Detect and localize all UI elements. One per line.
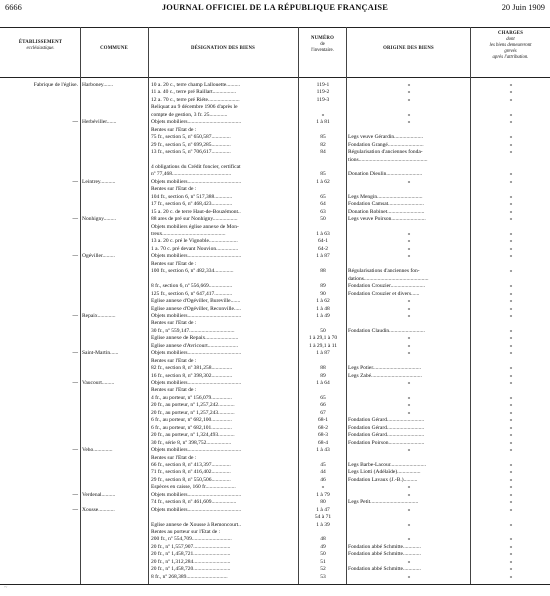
row-origine: » bbox=[407, 350, 411, 357]
row-numero: 1 à 87 bbox=[316, 350, 330, 357]
row-origine: Fondation Poirson.......................... bbox=[348, 439, 425, 446]
row-numero: 50 bbox=[320, 216, 326, 223]
row-numero: 85 bbox=[320, 134, 326, 141]
page-number: 6666 bbox=[5, 3, 22, 12]
row-commune: Saint-Martin...... bbox=[82, 350, 119, 357]
row-designation: 13 fr., section 5, nº 706,617.............. bbox=[151, 149, 231, 156]
row-charges: » bbox=[509, 96, 513, 103]
row-origine: » bbox=[407, 335, 411, 342]
row-numero: 1 à 63 bbox=[316, 231, 330, 237]
row-charges: » bbox=[509, 432, 513, 439]
row-designation: Objets mobiliers....................................... bbox=[151, 350, 242, 357]
row-charges: » bbox=[509, 134, 513, 141]
row-charges: » bbox=[509, 208, 513, 215]
row-designation: Rentes sur l'Etat de : bbox=[151, 186, 197, 193]
row-origine: » bbox=[407, 96, 411, 103]
row-charges: » bbox=[509, 193, 513, 200]
row-designation: Objets mobiliers....................................... bbox=[151, 447, 242, 454]
row-designation: Eglise annexe d'Ogéviller, Bureville....... bbox=[151, 298, 241, 305]
row-designation: 17 fr., section 6, nº 468,423............... bbox=[151, 201, 233, 208]
column-header-designation: DÉSIGNATION DES BIENS bbox=[190, 46, 256, 51]
row-charges: » bbox=[509, 424, 513, 431]
row-origine: Fondation Camsat.......................... bbox=[348, 201, 424, 208]
row-designation: Espèces en caisse, 160 fr...................... bbox=[151, 484, 236, 491]
row-etablissement: — bbox=[72, 178, 78, 185]
row-origine: » bbox=[407, 484, 411, 491]
row-origine: » bbox=[407, 342, 411, 349]
row-charges: » bbox=[509, 290, 513, 297]
row-numero: 64-1 bbox=[317, 238, 329, 245]
row-charges: » bbox=[509, 305, 513, 312]
row-origine: Fondation Gérard........................... bbox=[348, 424, 425, 431]
row-designation: nº 77,468........................................... bbox=[151, 171, 232, 178]
row-charges: » bbox=[509, 491, 513, 498]
row-designation: 1 a. 70 c. pré devant Nouvion................ bbox=[151, 245, 239, 252]
row-designation: 10 a. 20 c., terre champ Lallouette.......... bbox=[151, 82, 241, 88]
row-origine: Fondation abbé Schmitte............. bbox=[348, 543, 421, 550]
row-charges: » bbox=[509, 566, 513, 573]
row-origine: Donation Robinet........................... bbox=[348, 208, 425, 215]
row-etablissement: — bbox=[72, 506, 78, 513]
row-numero: 64 bbox=[320, 201, 326, 208]
row-origine: Legs Mengin................................. bbox=[348, 193, 423, 200]
row-designation: Objets mobiliers....................................... bbox=[151, 253, 242, 260]
row-designation: 200 fr., nº 554,709............................. bbox=[151, 536, 232, 543]
row-numero: 1 à 62 bbox=[316, 298, 330, 305]
row-origine: » bbox=[407, 558, 411, 565]
row-charges: » bbox=[509, 89, 513, 96]
row-designation: 66 fr., section 8, nº 413,397.............. bbox=[151, 461, 231, 468]
row-numero: 88 bbox=[320, 365, 326, 372]
row-charges: » bbox=[509, 149, 513, 156]
row-numero: 1 à 87 bbox=[316, 253, 330, 260]
row-numero: 1 à 48 bbox=[316, 305, 330, 312]
row-charges: » bbox=[509, 469, 513, 476]
row-etablissement: — bbox=[72, 491, 78, 498]
row-charges: » bbox=[509, 335, 513, 342]
row-origine: Legs Barbe-Lacour.......................... bbox=[348, 461, 427, 468]
row-designation: 6 fr., au porteur, nº 682,101............... bbox=[151, 424, 232, 431]
row-charges: » bbox=[509, 141, 513, 148]
row-origine: » bbox=[407, 178, 411, 185]
row-charges: » bbox=[509, 499, 513, 506]
row-numero: 68-4 bbox=[317, 439, 329, 446]
row-numero: 66 bbox=[320, 402, 326, 409]
row-origine: Fondation abbé Schmitte............. bbox=[348, 566, 421, 573]
row-numero: 65 bbox=[320, 394, 326, 401]
row-designation: Eglise annexe d'Ogéviller, Reconville..... bbox=[151, 305, 241, 312]
row-origine: » bbox=[407, 298, 411, 305]
row-charges: » bbox=[509, 365, 513, 372]
row-numero: 1 à 79 bbox=[316, 491, 330, 498]
row-designation: 74 fr., section 8, nº 461,609.................. bbox=[151, 499, 237, 506]
table-bottom-rule bbox=[0, 584, 550, 585]
row-etablissement: — bbox=[72, 380, 78, 386]
row-origine: Fondation Crouzier......................... bbox=[348, 283, 425, 290]
row-designation: 20 fr., nº 1,312,284........................... bbox=[151, 558, 231, 565]
row-numero: 46 bbox=[320, 476, 326, 483]
row-commune: Vaucourt......... bbox=[82, 380, 115, 386]
row-numero: 45 bbox=[320, 461, 326, 468]
row-numero: 119-3 bbox=[316, 96, 330, 103]
row-designation: Reliquat au 9 décembre 1906 d'après le bbox=[151, 104, 238, 111]
row-origine: » bbox=[407, 89, 411, 96]
row-designation: 20 fr., au porteur, nº 1,257,242............ bbox=[151, 402, 235, 409]
row-numero: 89 bbox=[320, 283, 326, 290]
row-numero: 63 bbox=[320, 208, 326, 215]
row-origine: Legs Potier................................... bbox=[348, 365, 422, 372]
row-origine: » bbox=[407, 536, 411, 543]
column-header-etablissement: ÉTABLISSEMENT ecclésiastique. bbox=[18, 40, 63, 52]
row-charges: » bbox=[509, 119, 513, 126]
row-designation: Rentes sur l'Etat de : bbox=[151, 454, 197, 461]
row-origine: » bbox=[407, 506, 411, 513]
row-numero: 1 à 64 bbox=[316, 380, 330, 386]
row-origine: Legs Liotti (Adélaïde)................. bbox=[348, 469, 421, 476]
row-commune: Ogéviller......... bbox=[82, 253, 115, 260]
row-origine: » bbox=[407, 573, 411, 580]
row-origine: Fondation abbé Schmitte............. bbox=[348, 551, 421, 558]
row-designation: Rentes sur l'Etat de : bbox=[151, 357, 197, 364]
row-designation: 11 a. 40 c., terre pré Raillart................. bbox=[151, 89, 237, 96]
row-commune: Herbéviller....... bbox=[82, 119, 117, 126]
row-numero: 52 bbox=[320, 566, 326, 573]
row-charges: » bbox=[509, 417, 513, 424]
row-origine: Régularisation d'anciennes fonda- bbox=[348, 149, 423, 156]
row-numero: 50 bbox=[320, 327, 326, 334]
row-numero: 68-2 bbox=[317, 424, 329, 431]
row-origine: Régularisations d'anciennes fon- bbox=[348, 268, 420, 275]
row-designation: Rentes au porteur sur l'Etat de : bbox=[151, 529, 221, 535]
row-numero: 48 bbox=[320, 536, 326, 543]
row-designation: Rentes sur l'Etat de : bbox=[151, 387, 197, 394]
column-header-origine: ORIGINE DES BIENS bbox=[383, 46, 434, 51]
row-origine: » bbox=[407, 238, 411, 245]
row-designation: Eglise annexe de Repaix........................ bbox=[151, 335, 239, 342]
column-divider-1 bbox=[80, 27, 81, 584]
row-charges: » bbox=[509, 82, 513, 88]
row-numero: 68-1 bbox=[317, 417, 329, 424]
row-origine: Fondation Crouzier et divers...... bbox=[348, 290, 420, 297]
row-designation: 12 a. 70 c., terre pré Riéte....................... bbox=[151, 96, 240, 103]
row-charges: » bbox=[509, 380, 513, 386]
row-charges: » bbox=[509, 551, 513, 558]
row-commune: Nonhigny......... bbox=[82, 216, 117, 223]
row-designation: 20 fr., au porteur, nº 1,324,493............ bbox=[151, 432, 235, 439]
row-charges: » bbox=[509, 178, 513, 185]
row-designation: 20 fr., au porteur, nº 1,257,243............ bbox=[151, 409, 235, 416]
row-designation: 30 fr., série 8, nº 398,752.................. bbox=[151, 439, 232, 446]
row-origine: » bbox=[407, 231, 411, 237]
row-numero: 51 bbox=[320, 558, 326, 565]
row-numero: 50 bbox=[320, 551, 326, 558]
row-origine: » bbox=[407, 447, 411, 454]
row-charges: » bbox=[509, 201, 513, 208]
row-charges: » bbox=[509, 216, 513, 223]
row-charges: » bbox=[509, 253, 513, 260]
row-designation: 104 fr., section 6, nº 517,388............. bbox=[151, 193, 233, 200]
row-designation: 71 fr., section 8, nº 416,402.............. bbox=[151, 469, 231, 476]
row-origine: Donation Dieulin.......................... bbox=[348, 171, 423, 178]
row-origine: » bbox=[407, 380, 411, 386]
row-numero: 49 bbox=[320, 543, 326, 550]
row-charges: » bbox=[509, 231, 513, 237]
row-numero: 1 à 29,1 à 11 bbox=[308, 342, 338, 349]
row-designation: Eglise annexe de Xousse à Remoncourt.. bbox=[151, 521, 241, 528]
row-origine: dations............................................... bbox=[348, 275, 429, 282]
row-etablissement: — bbox=[72, 447, 78, 454]
row-numero: 90 bbox=[320, 290, 326, 297]
row-numero: 53 bbox=[320, 573, 326, 580]
row-designation: Objets mobiliers....................................... bbox=[151, 380, 242, 386]
row-origine: Legs Petit................................... bbox=[348, 499, 419, 506]
row-origine: » bbox=[407, 312, 411, 319]
row-numero: 65 bbox=[320, 193, 326, 200]
row-designation: Objets mobiliers....................................... bbox=[151, 312, 242, 319]
row-charges: » bbox=[509, 298, 513, 305]
row-origine: » bbox=[407, 305, 411, 312]
row-origine: » bbox=[407, 394, 411, 401]
row-designation: Objets mobiliers église annexe de Mon- bbox=[151, 223, 239, 230]
row-origine: » bbox=[407, 402, 411, 409]
row-charges: » bbox=[509, 521, 513, 528]
row-numero: 88 bbox=[320, 268, 326, 275]
row-designation: treux.............................................. bbox=[151, 231, 226, 237]
row-commune: Veho.............. bbox=[82, 447, 113, 454]
row-charges: » bbox=[509, 268, 513, 275]
row-charges: » bbox=[509, 342, 513, 349]
column-divider-5 bbox=[470, 27, 471, 584]
row-numero: 85 bbox=[320, 171, 326, 178]
table-header-rule bbox=[0, 77, 550, 78]
row-etablissement: — bbox=[72, 312, 78, 319]
row-numero: 44 bbox=[320, 469, 326, 476]
row-charges: » bbox=[509, 238, 513, 245]
row-commune: Harboney....... bbox=[82, 82, 113, 88]
row-designation: Eglise annexe d'Avricourt...................... bbox=[151, 342, 239, 349]
row-commune: Xousse............ bbox=[82, 506, 115, 513]
row-numero: 64-2 bbox=[317, 245, 329, 252]
row-charges: » bbox=[509, 484, 513, 491]
journal-title: JOURNAL OFFICIEL DE LA RÉPUBLIQUE FRANÇAISE bbox=[161, 3, 389, 12]
row-numero: 84 bbox=[320, 149, 326, 156]
row-origine: » bbox=[407, 409, 411, 416]
row-origine: » bbox=[407, 253, 411, 260]
row-origine: Fondation Grangé.......................... bbox=[348, 141, 424, 148]
row-designation: compte de gestion, 3 fr. 25............. bbox=[151, 111, 228, 118]
row-charges: » bbox=[509, 558, 513, 565]
row-designation: 6 fr., au porteur, nº 682,100............... bbox=[151, 417, 232, 424]
row-etablissement: — bbox=[72, 350, 78, 357]
row-charges: » bbox=[509, 439, 513, 446]
row-designation: 29 fr., section 8, nº 550,506.............. bbox=[151, 476, 231, 483]
row-charges: » bbox=[509, 536, 513, 543]
row-numero: 67 bbox=[320, 409, 326, 416]
row-designation: 8 fr., nº 268,389.............................. bbox=[151, 573, 228, 580]
row-numero: 68-3 bbox=[317, 432, 329, 439]
row-origine: Fondation Gérard........................... bbox=[348, 432, 425, 439]
row-numero: 1 à 43 bbox=[316, 447, 330, 454]
row-etablissement: Fabrique de l'église. bbox=[33, 82, 78, 88]
row-etablissement: — bbox=[72, 216, 78, 223]
row-origine: Legs veuve Gérardin..................... bbox=[348, 134, 423, 141]
row-etablissement: — bbox=[72, 119, 78, 126]
column-header-commune: COMMUNE bbox=[100, 46, 128, 51]
row-charges: » bbox=[509, 543, 513, 550]
row-numero: » bbox=[321, 484, 325, 491]
row-charges: » bbox=[509, 573, 513, 580]
row-charges: » bbox=[509, 312, 513, 319]
row-charges: » bbox=[509, 476, 513, 483]
row-commune: Leintrey........... bbox=[82, 178, 116, 185]
row-charges: » bbox=[509, 245, 513, 252]
column-header-charges: CHARGES dont les biens demeureront grevés après l'attribution. bbox=[489, 31, 532, 61]
row-charges: » bbox=[509, 402, 513, 409]
row-designation: Rentes sur l'Etat de : bbox=[151, 126, 197, 133]
row-charges: » bbox=[509, 171, 513, 178]
row-origine: » bbox=[407, 82, 411, 88]
row-designation: 20 fr., nº 1,458,720........................... bbox=[151, 566, 231, 573]
row-charges: » bbox=[509, 409, 513, 416]
row-designation: Objets mobiliers....................................... bbox=[151, 491, 242, 498]
row-designation: Rentes sur l'Etat de : bbox=[151, 320, 197, 327]
row-origine: tions.................................................. bbox=[348, 156, 428, 163]
issue-date: 20 Juin 1909 bbox=[501, 3, 545, 12]
row-origine: Fondation Claudin.......................... bbox=[348, 327, 425, 334]
row-charges: » bbox=[509, 447, 513, 454]
row-designation: 4 fr., au porteur, nº 156,079............... bbox=[151, 394, 232, 401]
row-charges: » bbox=[509, 327, 513, 334]
row-origine: » bbox=[407, 119, 411, 126]
row-charges: » bbox=[509, 394, 513, 401]
row-designation: 16 fr., section 8, nº 398,302............... bbox=[151, 372, 233, 379]
row-origine: » bbox=[407, 111, 411, 118]
row-designation: 30 fr., nº 559,147................................. bbox=[151, 327, 235, 334]
row-numero: 82 bbox=[320, 141, 326, 148]
row-numero: 1 à 49 bbox=[316, 312, 330, 319]
row-designation: 13 a. 20 c. pré le Vignoble..................... bbox=[151, 238, 238, 245]
row-designation: 15 a. 20 c. de terre Haut-de-Bouzémont.. bbox=[151, 208, 241, 215]
row-numero: » bbox=[321, 111, 325, 118]
row-origine: Fondation Lavaux (J.-B.).......... bbox=[348, 476, 418, 483]
column-divider-2 bbox=[148, 27, 149, 584]
table-top-rule bbox=[0, 27, 550, 28]
row-designation: 29 fr., section 5, nº 699,285.............. bbox=[151, 141, 231, 148]
row-origine: » bbox=[407, 491, 411, 498]
row-numero: 119-1 bbox=[316, 82, 330, 88]
row-designation: 8 fr., section 6, nº 556,669................. bbox=[151, 283, 233, 290]
row-numero: 1 à 62 bbox=[316, 178, 330, 185]
row-designation: 75 fr., section 5, nº 650,587.............. bbox=[151, 134, 231, 141]
row-designation: 20 fr., nº 1,458,721........................... bbox=[151, 551, 231, 558]
scan-mark: ~ bbox=[4, 585, 8, 591]
row-commune: Repaix............. bbox=[82, 312, 116, 319]
row-origine: Legs Zabé..................................... bbox=[348, 372, 422, 379]
row-designation: 88 ares de pré sur Nonhigny.................. bbox=[151, 216, 238, 223]
row-designation: 4 obligations du Crédit foncier, certificat bbox=[151, 163, 241, 170]
row-origine: » bbox=[407, 245, 411, 252]
row-designation: 82 fr., section 8, nº 381,258............... bbox=[151, 365, 233, 372]
row-etablissement: — bbox=[72, 253, 78, 260]
row-origine: Legs veuve Poirson......................... bbox=[348, 216, 426, 223]
row-designation: 20 fr., nº 1,557,907........................... bbox=[151, 543, 231, 550]
row-numero: 1 à 39 bbox=[316, 521, 330, 528]
row-charges: » bbox=[509, 506, 513, 513]
row-numero: 1 à 47 bbox=[316, 506, 330, 513]
row-charges: » bbox=[509, 111, 513, 118]
row-charges: » bbox=[509, 461, 513, 468]
row-designation: 125 fr., section 6, nº 647,417............. bbox=[151, 290, 233, 297]
row-numero: 1 à 81 bbox=[316, 119, 330, 126]
row-charges: » bbox=[509, 350, 513, 357]
row-designation: Objets mobiliers....................................... bbox=[151, 119, 242, 126]
row-designation: Objets mobiliers....................................... bbox=[151, 506, 242, 513]
row-charges: » bbox=[509, 372, 513, 379]
row-origine: » bbox=[407, 521, 411, 528]
row-designation: 100 fr., section 6, nº 482,334.............. bbox=[151, 268, 234, 275]
row-numero: 1 à 29,1 à 70 bbox=[308, 335, 338, 342]
row-numero: 80 bbox=[320, 499, 326, 506]
row-numero: 119-2 bbox=[316, 89, 330, 96]
row-designation: Objets mobiliers....................................... bbox=[151, 178, 242, 185]
row-numero: 89 bbox=[320, 372, 326, 379]
row-origine: Fondation Gérard........................... bbox=[348, 417, 425, 424]
column-header-numero: NUMÉRO de l'inventaire. bbox=[310, 36, 335, 54]
row-numero: 54 à 71 bbox=[314, 514, 332, 521]
row-charges: » bbox=[509, 283, 513, 290]
row-commune: Verdenal.......... bbox=[82, 491, 116, 498]
row-designation: Rentes sur l'Etat de : bbox=[151, 260, 197, 267]
